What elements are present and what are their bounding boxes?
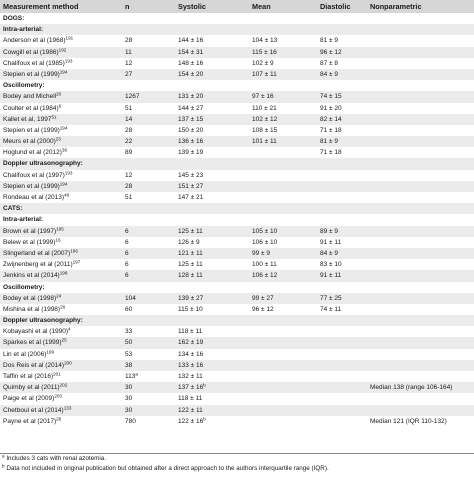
mean-cell: 100 ± 11 [252, 261, 277, 269]
n-cell [125, 382, 132, 393]
n-cell [125, 371, 138, 382]
table-body [0, 13, 474, 427]
method-name: Belew et al (1999) [3, 238, 56, 246]
header-nonparametric: Nonparametric [370, 2, 422, 11]
method-name: Payne et al (2017) [3, 417, 57, 425]
mean-cell: 99 ± 27 [252, 294, 274, 302]
systolic-value: 154 ± 20 [178, 70, 204, 78]
systolic-value: 154 ± 31 [178, 48, 204, 56]
n-cell [125, 147, 132, 158]
mean-cell: 101 ± 11 [252, 138, 277, 146]
systolic-cell [178, 103, 203, 114]
table-row [0, 405, 474, 416]
method-cell [3, 248, 78, 259]
table-row [0, 360, 474, 371]
diastolic-cell: 83 ± 10 [320, 261, 342, 269]
reference-number: 51 [51, 114, 57, 120]
method-cell [3, 259, 80, 270]
n-value: 28 [125, 126, 133, 134]
n-cell [125, 270, 129, 281]
n-value: 12 [125, 59, 133, 67]
n-cell [125, 114, 132, 125]
table-row [0, 248, 474, 259]
n-cell [125, 91, 139, 102]
n-cell [125, 237, 129, 248]
systolic-cell [178, 237, 200, 248]
mean-cell: 97 ± 16 [252, 93, 274, 101]
reference-number: 23 [55, 136, 61, 142]
reference-number: 191 [65, 35, 74, 41]
table-row [0, 58, 474, 69]
table-row [0, 192, 474, 203]
table-row [0, 103, 474, 114]
systolic-value: 137 ± 15 [178, 115, 204, 123]
reference-number: 199 [46, 349, 55, 355]
systolic-cell [178, 248, 203, 259]
table-row [0, 382, 474, 393]
method-name: Taffin et al (2016) [3, 373, 54, 380]
method-cell [3, 170, 72, 181]
reference-number: 200 [64, 360, 72, 366]
method-name: Brown et al (1997) [3, 227, 57, 235]
systolic-cell [178, 192, 203, 203]
reference-number: 16 [55, 237, 61, 243]
systolic-cell [178, 416, 206, 427]
n-value: 27 [125, 70, 133, 78]
diastolic-cell: 71 ± 18 [320, 126, 342, 134]
systolic-cell [178, 114, 203, 125]
systolic-cell [178, 371, 203, 382]
table-row [0, 170, 474, 181]
method-name: Bodey et al (1998) [3, 294, 57, 302]
reference-number: 194 [59, 125, 68, 131]
n-cell [125, 393, 132, 404]
n-value: 89 [125, 149, 133, 157]
n-cell [125, 181, 132, 192]
table-row [0, 416, 474, 427]
systolic-value: 118 ± 11 [178, 328, 203, 336]
reference-number: 36 [61, 147, 68, 153]
footnote: $^a$ Includes 3 cats with renal azotemia. [2, 453, 107, 462]
n-cell [125, 259, 129, 270]
systolic-value: 128 ± 11 [178, 272, 203, 280]
method-cell [3, 416, 61, 427]
systolic-value: 122 ± 11 [178, 406, 203, 414]
method-cell [3, 326, 71, 337]
systolic-cell [178, 125, 203, 136]
systolic-value: 121 ± 11 [178, 249, 203, 257]
section-row [0, 13, 474, 24]
reference-number: 202 [59, 382, 68, 388]
n-cell [125, 326, 132, 337]
systolic-cell [178, 349, 203, 360]
mean-cell: 105 ± 10 [252, 227, 278, 235]
diastolic-cell: 77 ± 25 [320, 294, 342, 302]
systolic-cell [178, 69, 203, 80]
method-name: Cowgill et al (1986) [3, 48, 59, 56]
n-cell [125, 293, 136, 304]
method-cell [3, 393, 62, 404]
systolic-value: 144 ± 27 [178, 104, 204, 112]
diastolic-cell: 91 ± 11 [320, 238, 342, 246]
systolic-cell [178, 136, 203, 147]
reference-number: 4 [68, 326, 71, 332]
reference-number: 194 [59, 181, 68, 187]
header-mean: Mean [252, 2, 271, 11]
n-cell [125, 192, 132, 203]
reference-number: 133 [63, 404, 72, 410]
n-cell [125, 136, 132, 147]
systolic-value: 132 ± 11 [178, 373, 203, 380]
diastolic-cell: 74 ± 11 [320, 305, 342, 313]
method-cell [3, 91, 61, 102]
method-name: Stepien et al (1999) [3, 70, 60, 78]
method-cell [3, 382, 67, 393]
table-row [0, 337, 474, 348]
section-label: Oscillometry: [3, 283, 45, 291]
systolic-value: 133 ± 16 [178, 361, 204, 369]
diastolic-cell: 91 ± 11 [320, 272, 342, 280]
method-cell [3, 237, 61, 248]
method-name: Stepien et al (1999) [3, 182, 60, 190]
method-name: Anderson et al (1968) [3, 37, 66, 45]
mean-cell: 102 ± 9 [252, 59, 274, 67]
diastolic-cell: 87 ± 8 [320, 59, 339, 67]
systolic-cell [178, 405, 203, 416]
n-cell [125, 416, 136, 427]
diastolic-cell: 81 ± 9 [320, 138, 339, 146]
method-cell [3, 114, 57, 125]
method-name: Coulter et al (1984) [3, 104, 59, 112]
nonparametric-cell: Median 121 (IQR 110-132) [370, 417, 447, 425]
systolic-value: 115 ± 10 [178, 305, 203, 313]
section-row [0, 203, 474, 214]
section-label: Intra-arterial: [3, 216, 44, 224]
systolic-cell [178, 47, 203, 58]
section-row [0, 80, 474, 91]
n-cell [125, 405, 132, 416]
n-value: 60 [125, 305, 133, 313]
n-cell [125, 349, 132, 360]
n-cell [125, 35, 132, 46]
table-row [0, 35, 474, 46]
mean-cell: 102 ± 12 [252, 115, 278, 123]
systolic-value: 126 ± 9 [178, 238, 200, 246]
reference-number: 194 [59, 69, 68, 75]
table-header [0, 0, 474, 13]
reference-number: 198 [59, 270, 68, 276]
n-cell [125, 103, 132, 114]
header-diastolic: Diastolic [320, 2, 351, 11]
method-cell [3, 270, 67, 281]
table-row [0, 349, 474, 360]
mean-cell: 106 ± 12 [252, 272, 278, 280]
method-name: Hoglund et al (2012) [3, 149, 62, 157]
n-cell [125, 226, 129, 237]
reference-number: 193 [64, 170, 73, 176]
n-value: 33 [125, 328, 133, 336]
mean-cell: 108 ± 15 [252, 126, 278, 134]
table-row [0, 293, 474, 304]
systolic-cell [178, 170, 203, 181]
mean-cell: 99 ± 9 [252, 249, 271, 257]
section-row [0, 214, 474, 225]
n-cell [125, 304, 132, 315]
nonparametric-cell: Median 138 (range 106-164) [370, 384, 453, 392]
systolic-cell [178, 58, 203, 69]
reference-number: 197 [72, 259, 81, 265]
reference-number: 26 [60, 304, 66, 310]
reference-number: 24 [56, 293, 62, 299]
method-cell [3, 226, 64, 237]
table-row [0, 326, 474, 337]
reference-number: 20 [56, 91, 62, 97]
n-value: 30 [125, 406, 133, 414]
n-value: 113 [125, 373, 136, 380]
method-cell [3, 147, 67, 158]
systolic-value: 136 ± 16 [178, 138, 204, 146]
systolic-value: 151 ± 27 [178, 182, 204, 190]
n-value: 6 [125, 227, 129, 235]
systolic-value: 137 ± 16 [178, 384, 204, 392]
systolic-cell [178, 360, 203, 371]
systolic-value: 150 ± 20 [178, 126, 204, 134]
systolic-value: 131 ± 20 [178, 93, 204, 101]
n-value: 30 [125, 395, 133, 403]
diastolic-cell: 82 ± 14 [320, 115, 342, 123]
n-value: 50 [125, 339, 133, 347]
systolic-value: 139 ± 27 [178, 294, 204, 302]
n-value: 104 [125, 294, 136, 302]
systolic-value: 125 ± 11 [178, 227, 203, 235]
diastolic-cell: 84 ± 9 [320, 249, 339, 257]
method-name: Lin et al (2006) [3, 350, 47, 358]
n-value: 11 [125, 48, 132, 56]
reference-number: 28 [56, 416, 62, 422]
mean-cell: 107 ± 11 [252, 70, 277, 78]
table-row [0, 114, 474, 125]
systolic-value: 134 ± 16 [178, 350, 204, 358]
n-value: 38 [125, 361, 133, 369]
table-row [0, 69, 474, 80]
mean-cell: 104 ± 13 [252, 37, 278, 45]
section-label: CATS: [3, 205, 23, 213]
n-value: 6 [125, 272, 129, 280]
footnote-marker: b [203, 382, 206, 388]
section-label: Doppler ultrasonography: [3, 317, 83, 325]
n-value: 12 [125, 171, 133, 179]
mean-cell: 115 ± 16 [252, 48, 277, 56]
n-value: 30 [125, 384, 133, 392]
systolic-value: 118 ± 11 [178, 395, 203, 403]
method-cell [3, 125, 67, 136]
reference-number: 195 [56, 225, 64, 231]
footnote: $^b$ Data not included in original publication but obtained after a direct approach to the authors interquartile range (IQR). [2, 463, 329, 472]
table-row [0, 270, 474, 281]
systolic-value: 139 ± 19 [178, 149, 204, 157]
method-name: Kallet et al, 1997 [3, 115, 52, 123]
method-cell [3, 69, 67, 80]
systolic-cell [178, 393, 202, 404]
systolic-value: 145 ± 23 [178, 171, 204, 179]
method-cell [3, 304, 65, 315]
systolic-value: 148 ± 16 [178, 59, 204, 67]
diastolic-cell: 84 ± 9 [320, 70, 339, 78]
footnote-marker: a [135, 371, 138, 377]
systolic-value: 122 ± 16 [178, 417, 204, 425]
section-row [0, 315, 474, 326]
header-systolic: Systolic [178, 2, 206, 11]
n-cell [125, 69, 132, 80]
n-value: 1267 [125, 93, 140, 101]
n-cell [125, 337, 132, 348]
diastolic-cell: 74 ± 15 [320, 93, 342, 101]
systolic-cell [178, 147, 203, 158]
method-name: Paige et al (2009) [3, 395, 55, 403]
method-name: Kobayashi et al (1990) [3, 328, 69, 336]
systolic-cell [178, 259, 203, 270]
table-row [0, 259, 474, 270]
table-row [0, 393, 474, 404]
systolic-cell [178, 226, 203, 237]
method-name: Sparkes et al (1999) [3, 339, 62, 347]
method-cell [3, 181, 67, 192]
n-cell [125, 125, 132, 136]
n-value: 6 [125, 249, 129, 257]
n-value: 22 [125, 138, 133, 146]
method-name: Slingerland et al (2007) [3, 249, 71, 257]
systolic-cell [178, 35, 203, 46]
systolic-cell [178, 91, 203, 102]
method-cell [3, 103, 61, 114]
method-name: Rondeau et al (2013) [3, 194, 65, 201]
systolic-cell [178, 293, 203, 304]
section-row [0, 158, 474, 169]
method-cell [3, 293, 61, 304]
method-name: Quimby et al (2011) [3, 384, 60, 392]
diastolic-cell: 89 ± 9 [320, 227, 339, 235]
n-value: 28 [125, 37, 133, 45]
method-name: Bodey and Michell [3, 93, 57, 101]
method-name: Chetboul et al (2014) [3, 406, 64, 414]
method-cell [3, 360, 72, 371]
method-name: Dos Reis et al (2014) [3, 361, 65, 369]
method-cell [3, 349, 54, 360]
n-value: 6 [125, 238, 129, 246]
header-method: Measurement method [3, 2, 79, 11]
method-name: Meurs et al (2000) [3, 138, 56, 146]
mean-cell: 106 ± 10 [252, 238, 278, 246]
section-label: Doppler ultrasonography: [3, 160, 83, 168]
section-row [0, 24, 474, 35]
method-cell [3, 58, 72, 69]
table-row [0, 181, 474, 192]
table-row [0, 237, 474, 248]
mean-cell: 96 ± 12 [252, 305, 274, 313]
table-row [0, 136, 474, 147]
diastolic-cell: 81 ± 9 [320, 37, 339, 45]
diastolic-cell: 96 ± 12 [320, 48, 342, 56]
method-name: Chalifoux et al (1997) [3, 171, 65, 179]
section-row [0, 282, 474, 293]
section-label: Oscillometry: [3, 82, 45, 90]
reference-number: 193 [64, 58, 73, 64]
reference-number: 6 [58, 102, 62, 108]
n-value: 28 [125, 182, 133, 190]
table-row [0, 304, 474, 315]
n-cell [125, 170, 132, 181]
systolic-value: 144 ± 16 [178, 37, 204, 45]
table-row [0, 147, 474, 158]
reference-number: 46 [64, 192, 70, 198]
footnotes [0, 453, 474, 474]
systolic-cell [178, 304, 203, 315]
n-value: 51 [125, 104, 133, 112]
table-row [0, 226, 474, 237]
reference-number: 201 [53, 371, 61, 377]
method-name: Chalifoux et al (1985) [3, 59, 65, 67]
diastolic-cell: 91 ± 20 [320, 104, 342, 112]
table-row [0, 371, 474, 382]
systolic-value: 125 ± 11 [178, 261, 203, 269]
table-row [0, 125, 474, 136]
n-value: 14 [125, 115, 133, 123]
reference-number: 192 [58, 46, 67, 52]
systolic-cell [178, 270, 203, 281]
method-cell [3, 47, 66, 58]
n-value: 6 [125, 261, 129, 269]
table-row [0, 47, 474, 58]
method-cell [3, 371, 61, 382]
n-cell [125, 248, 129, 259]
method-name: Stepien et al (1999) [3, 126, 60, 134]
method-name: Jenkins et al (2014) [3, 272, 60, 280]
method-cell [3, 192, 69, 203]
reference-number: 196 [70, 248, 78, 254]
method-cell [3, 136, 61, 147]
header-n: n [125, 2, 130, 11]
mean-cell: 110 ± 21 [252, 104, 277, 112]
method-name: Mishina et al (1998) [3, 305, 61, 313]
method-cell [3, 35, 73, 46]
systolic-cell [178, 181, 203, 192]
footnote-marker: b [203, 416, 206, 422]
systolic-value: 147 ± 21 [178, 194, 204, 201]
section-label: Intra-arterial: [3, 26, 44, 34]
systolic-cell [178, 382, 206, 393]
systolic-cell [178, 326, 202, 337]
n-value: 51 [125, 194, 133, 201]
n-cell [125, 360, 132, 371]
reference-number: 25 [61, 337, 67, 343]
method-name: Zwijnenberg et al (2011) [3, 261, 73, 269]
reference-number: 203 [54, 393, 62, 399]
diastolic-cell: 71 ± 18 [320, 149, 342, 157]
section-label: DOGS: [3, 15, 25, 22]
n-value: 53 [125, 350, 133, 358]
systolic-cell [178, 337, 203, 348]
n-cell [125, 47, 132, 58]
systolic-value: 162 ± 19 [178, 339, 204, 347]
method-cell [3, 405, 71, 416]
n-cell [125, 58, 132, 69]
method-cell [3, 337, 67, 348]
n-value: 780 [125, 417, 136, 425]
table-row [0, 91, 474, 102]
